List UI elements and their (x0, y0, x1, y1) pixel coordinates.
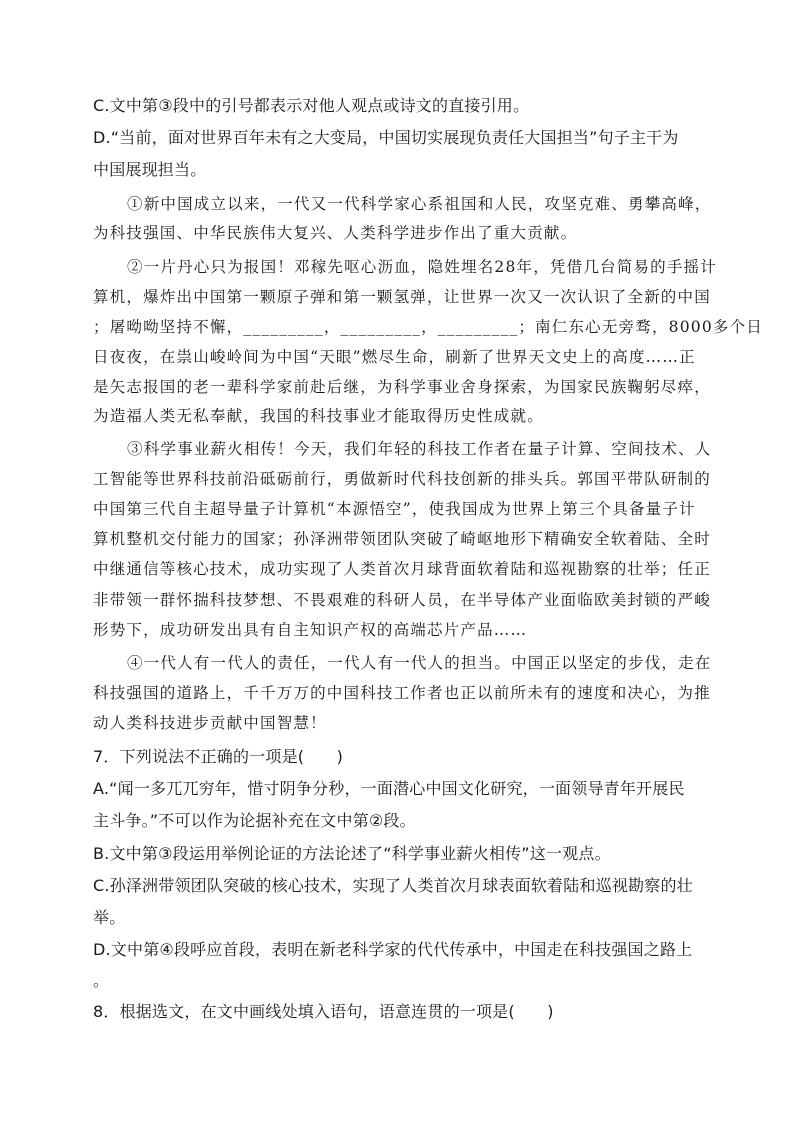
passage-p4-line: ④一代人有一代人的责任，一代人有一代人的担当。中国正以坚定的步伐，走在 (127, 654, 712, 672)
passage-p4-line: 科技强国的道路上，千千万万的中国科技工作者也正以前所未有的速度和决心，为推 (93, 684, 711, 702)
passage-p2-line: 算机，爆炸出中国第一颗原子弹和第一颗氢弹，让世界一次又一次认识了全新的中国 (93, 288, 711, 306)
passage-p2-line: 为造福人类无私奉献，我国的科技事业才能取得历史性成就。 (93, 407, 544, 425)
passage-p3-line: 中国第三代自主超导量子计算机“本源悟空”，使我国成为世界上第三个具备量子计 (93, 500, 696, 518)
q7-option-c-line1: C.孙泽洲带领团队突破的核心技术，实现了人类首次月球表面软着陆和巡视勘察的壮 (93, 876, 693, 895)
q6-option-d-line2: 中国展现担当。 (93, 160, 207, 179)
q6-option-c: C.文中第③段中的引号都表示对他人观点或诗文的直接引用。 (93, 96, 530, 115)
passage-p2-line: 是矢志报国的老一辈科学家前赴后继，为科学事业舍身探索，为国家民族鞠躬尽瘁， (93, 378, 711, 396)
q8-stem: 8．根据选文，在文中画线处填入语句，语意连贯的一项是( ) (93, 1002, 554, 1021)
passage-p3-line: 非带领一群怀揣科技梦想、不畏艰难的科研人员，在半导体产业面临欧美封锁的严峻 (93, 591, 711, 609)
passage-p2-line: ②一片丹心只为报国！邓稼先呕心沥血，隐姓埋名28年，凭借几台简易的手摇计 (127, 258, 717, 276)
q7-option-b: B.文中第③段运用举例论证的方法论述了“科学事业薪火相传”这一观点。 (93, 844, 611, 863)
passage-p3-line: 中继通信等核心技术，成功实现了人类首次月球背面软着陆和巡视勘察的壮举；任正 (93, 560, 711, 578)
q7-option-d-line2: 。 (93, 971, 110, 990)
passage-p2-line: ；屠呦呦坚持不懈，_________，_________，_________；南仁东心无旁骛，8000多个日 (93, 318, 763, 336)
passage-p3-line: 工智能等世界科技前沿砥砺前行，勇做新时代科技创新的排头兵。郭国平带队研制的 (93, 470, 711, 488)
passage-p3-line: ③科学事业薪火相传！今天，我们年轻的科技工作者在量子计算、空间技术、人 (127, 440, 712, 458)
q6-option-d-line1: D.“当前，面对世界百年未有之大变局，中国切实展现负责任大国担当”句子主干为 (93, 128, 679, 147)
passage-p3-line: 算机整机交付能力的国家；孙泽洲带领团队突破了崎岖地形下精确安全软着陆、全时 (93, 530, 711, 548)
passage-p1-line: 为科技强国、中华民族伟大复兴、人类科学进步作出了重大贡献。 (93, 224, 578, 242)
q7-stem: 7．下列说法不正确的一项是( ) (93, 747, 344, 766)
passage-p4-line: 动人类科技进步贡献中国智慧！ (93, 714, 327, 732)
passage-p1-line: ①新中国成立以来，一代又一代科学家心系祖国和人民，攻坚克难、勇攀高峰， (127, 195, 712, 213)
q7-option-d-line1: D.文中第④段呼应首段，表明在新老科学家的代代传承中，中国走在科技强国之路上 (93, 940, 693, 959)
passage-p3-line: 形势下，成功研发出具有自主知识产权的高端芯片产品…… (93, 621, 528, 639)
q7-option-c-line2: 举。 (93, 908, 126, 927)
q7-option-a-line1: A.“闻一多兀兀穷年，惜寸阴争分秒，一面潜心中国文化研究，一面领导青年开展民 (93, 779, 685, 798)
passage-p2-line: 日夜夜，在祟山峻岭间为中国“天眼”燃尽生命，刷新了世界天文史上的高度……正 (93, 348, 696, 366)
q7-option-a-line2: 主斗争。”不可以作为论据补充在文中第②段。 (93, 811, 416, 830)
